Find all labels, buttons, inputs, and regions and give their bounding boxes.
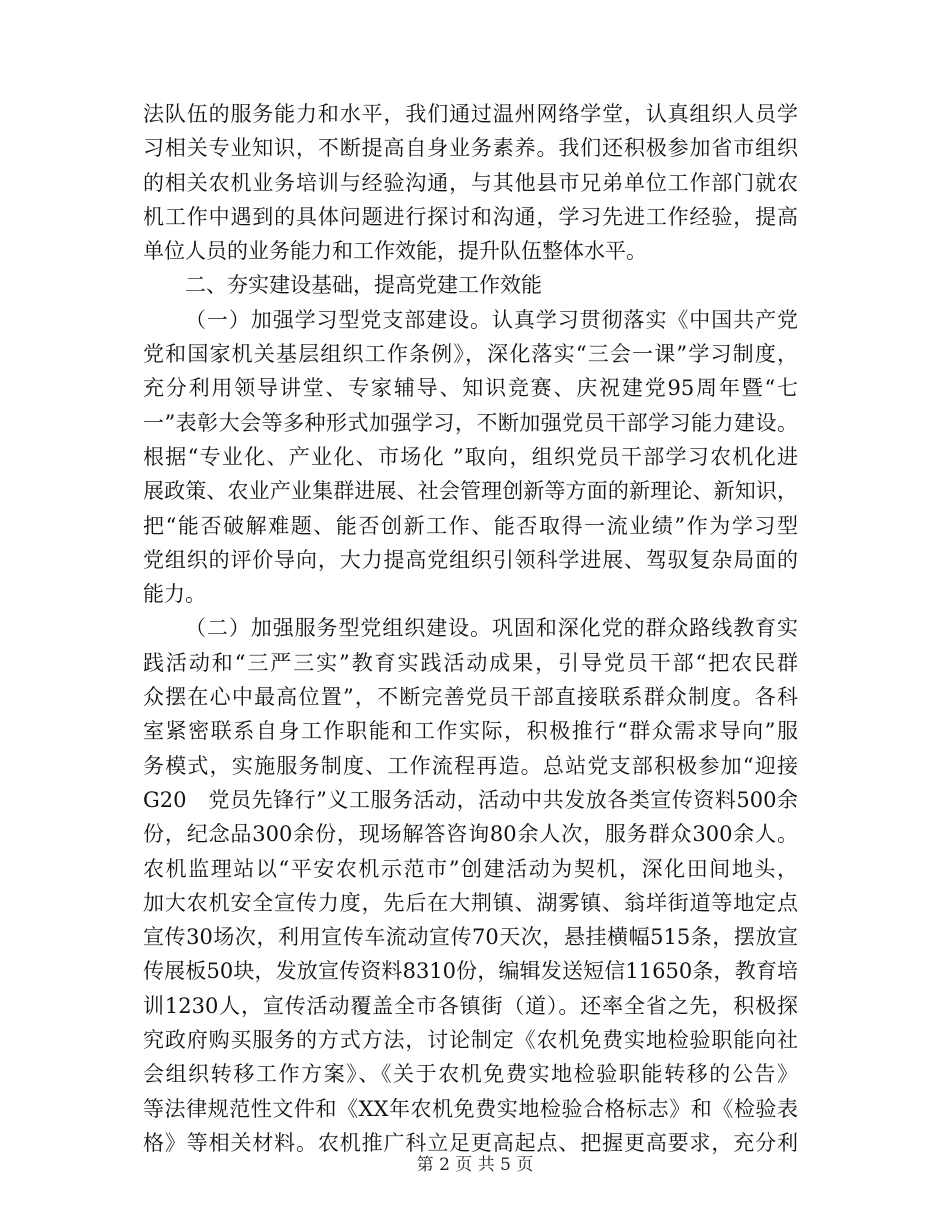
text-line: 究政府购买服务的方式方法，讨论制定《农机免费实地检验职能向社 (143, 1028, 798, 1053)
text-line: 众摆在心中最高位置”，不断完善党员干部直接联系群众制度。各科 (143, 685, 798, 710)
text-line: 份，纪念品300余份，现场解答咨询80余人次，服务群众300余人。 (143, 822, 798, 847)
text-line: 单位人员的业务能力和工作效能，提升队伍整体水平。 (143, 239, 647, 264)
text-line: 的相关农机业务培训与经验沟通，与其他县市兄弟单位工作部门就农 (143, 170, 798, 195)
text-line: 训1230人，宣传活动覆盖全市各镇街（道）。还率全省之先，积极探 (143, 993, 798, 1018)
text-line: 一”表彰大会等多种形式加强学习，不断加强党员干部学习能力建设。 (143, 410, 798, 435)
text-line: 务模式，实施服务制度、工作流程再造。总站党支部积极参加“迎接 (143, 753, 798, 778)
text-line: 宣传30场次，利用宣传车流动宣传70天次，悬挂横幅515条，摆放宣 (143, 925, 798, 950)
text-line: 加大农机安全宣传力度，先后在大荆镇、湖雾镇、翁垟街道等地定点 (143, 890, 798, 915)
text-line: 法队伍的服务能力和水平，我们通过温州网络学堂，认真组织人员学 (143, 102, 798, 126)
text-line: 会组织转移工作方案》、《关于农机免费实地检验职能转移的公告》 (143, 1062, 798, 1087)
text-line: 把“能否破解难题、能否创新工作、能否取得一流业绩”作为学习型 (143, 513, 798, 538)
text-line: 践活动和“三严三实”教育实践活动成果，引导党员干部“把农民群 (143, 650, 798, 675)
text-line: 机工作中遇到的具体问题进行探讨和沟通，学习先进工作经验，提高 (143, 204, 798, 229)
text-line: 格》等相关材料。农机推广科立足更高起点、把握更高要求，充分利 (143, 1130, 798, 1155)
text-line: 党组织的评价导向，大力提高党组织引领科学进展、驾驭复杂局面的 (143, 547, 798, 572)
text-line: 党和国家机关基层组织工作条例》，深化落实“三会一课”学习制度， (143, 342, 798, 367)
text-line: 根据“专业化、产业化、市场化 ”取向，组织党员干部学习农机化进 (143, 444, 798, 469)
text-line: 展政策、农业产业集群进展、社会管理创新等方面的新理论、新知识， (143, 479, 798, 504)
page-number-footer: 第 2 页 共 5 页 (416, 1155, 534, 1175)
subsection-heading-line: （一）加强学习型党支部建设。认真学习贯彻落实《中国共产党 (185, 307, 798, 332)
text-line: 等法律规范性文件和《XX年农机免费实地检验合格标志》和《检验表 (143, 1096, 798, 1121)
text-line: 能力。 (143, 582, 206, 607)
document-body (143, 97, 798, 1160)
section-heading: 二、夯实建设基础，提高党建工作效能 (185, 273, 542, 298)
text-line: 室紧密联系自身工作职能和工作实际，积极推行“群众需求导向”服 (143, 719, 798, 744)
text-line: 习相关专业知识，不断提高自身业务素养。我们还积极参加省市组织 (143, 136, 798, 161)
text-line: G20 党员先锋行”义工服务活动，活动中共发放各类宣传资料500余 (143, 787, 798, 812)
text-line: 充分利用领导讲堂、专家辅导、知识竞赛、庆祝建党95周年暨“七 (143, 376, 798, 401)
subsection-heading-line: （二）加强服务型党组织建设。巩固和深化党的群众路线教育实 (185, 616, 798, 641)
text-line: 传展板50块，发放宣传资料8310份，编辑发送短信11650条，教育培 (143, 959, 798, 984)
text-line: 农机监理站以“平安农机示范市”创建活动为契机，深化田间地头， (143, 856, 798, 881)
